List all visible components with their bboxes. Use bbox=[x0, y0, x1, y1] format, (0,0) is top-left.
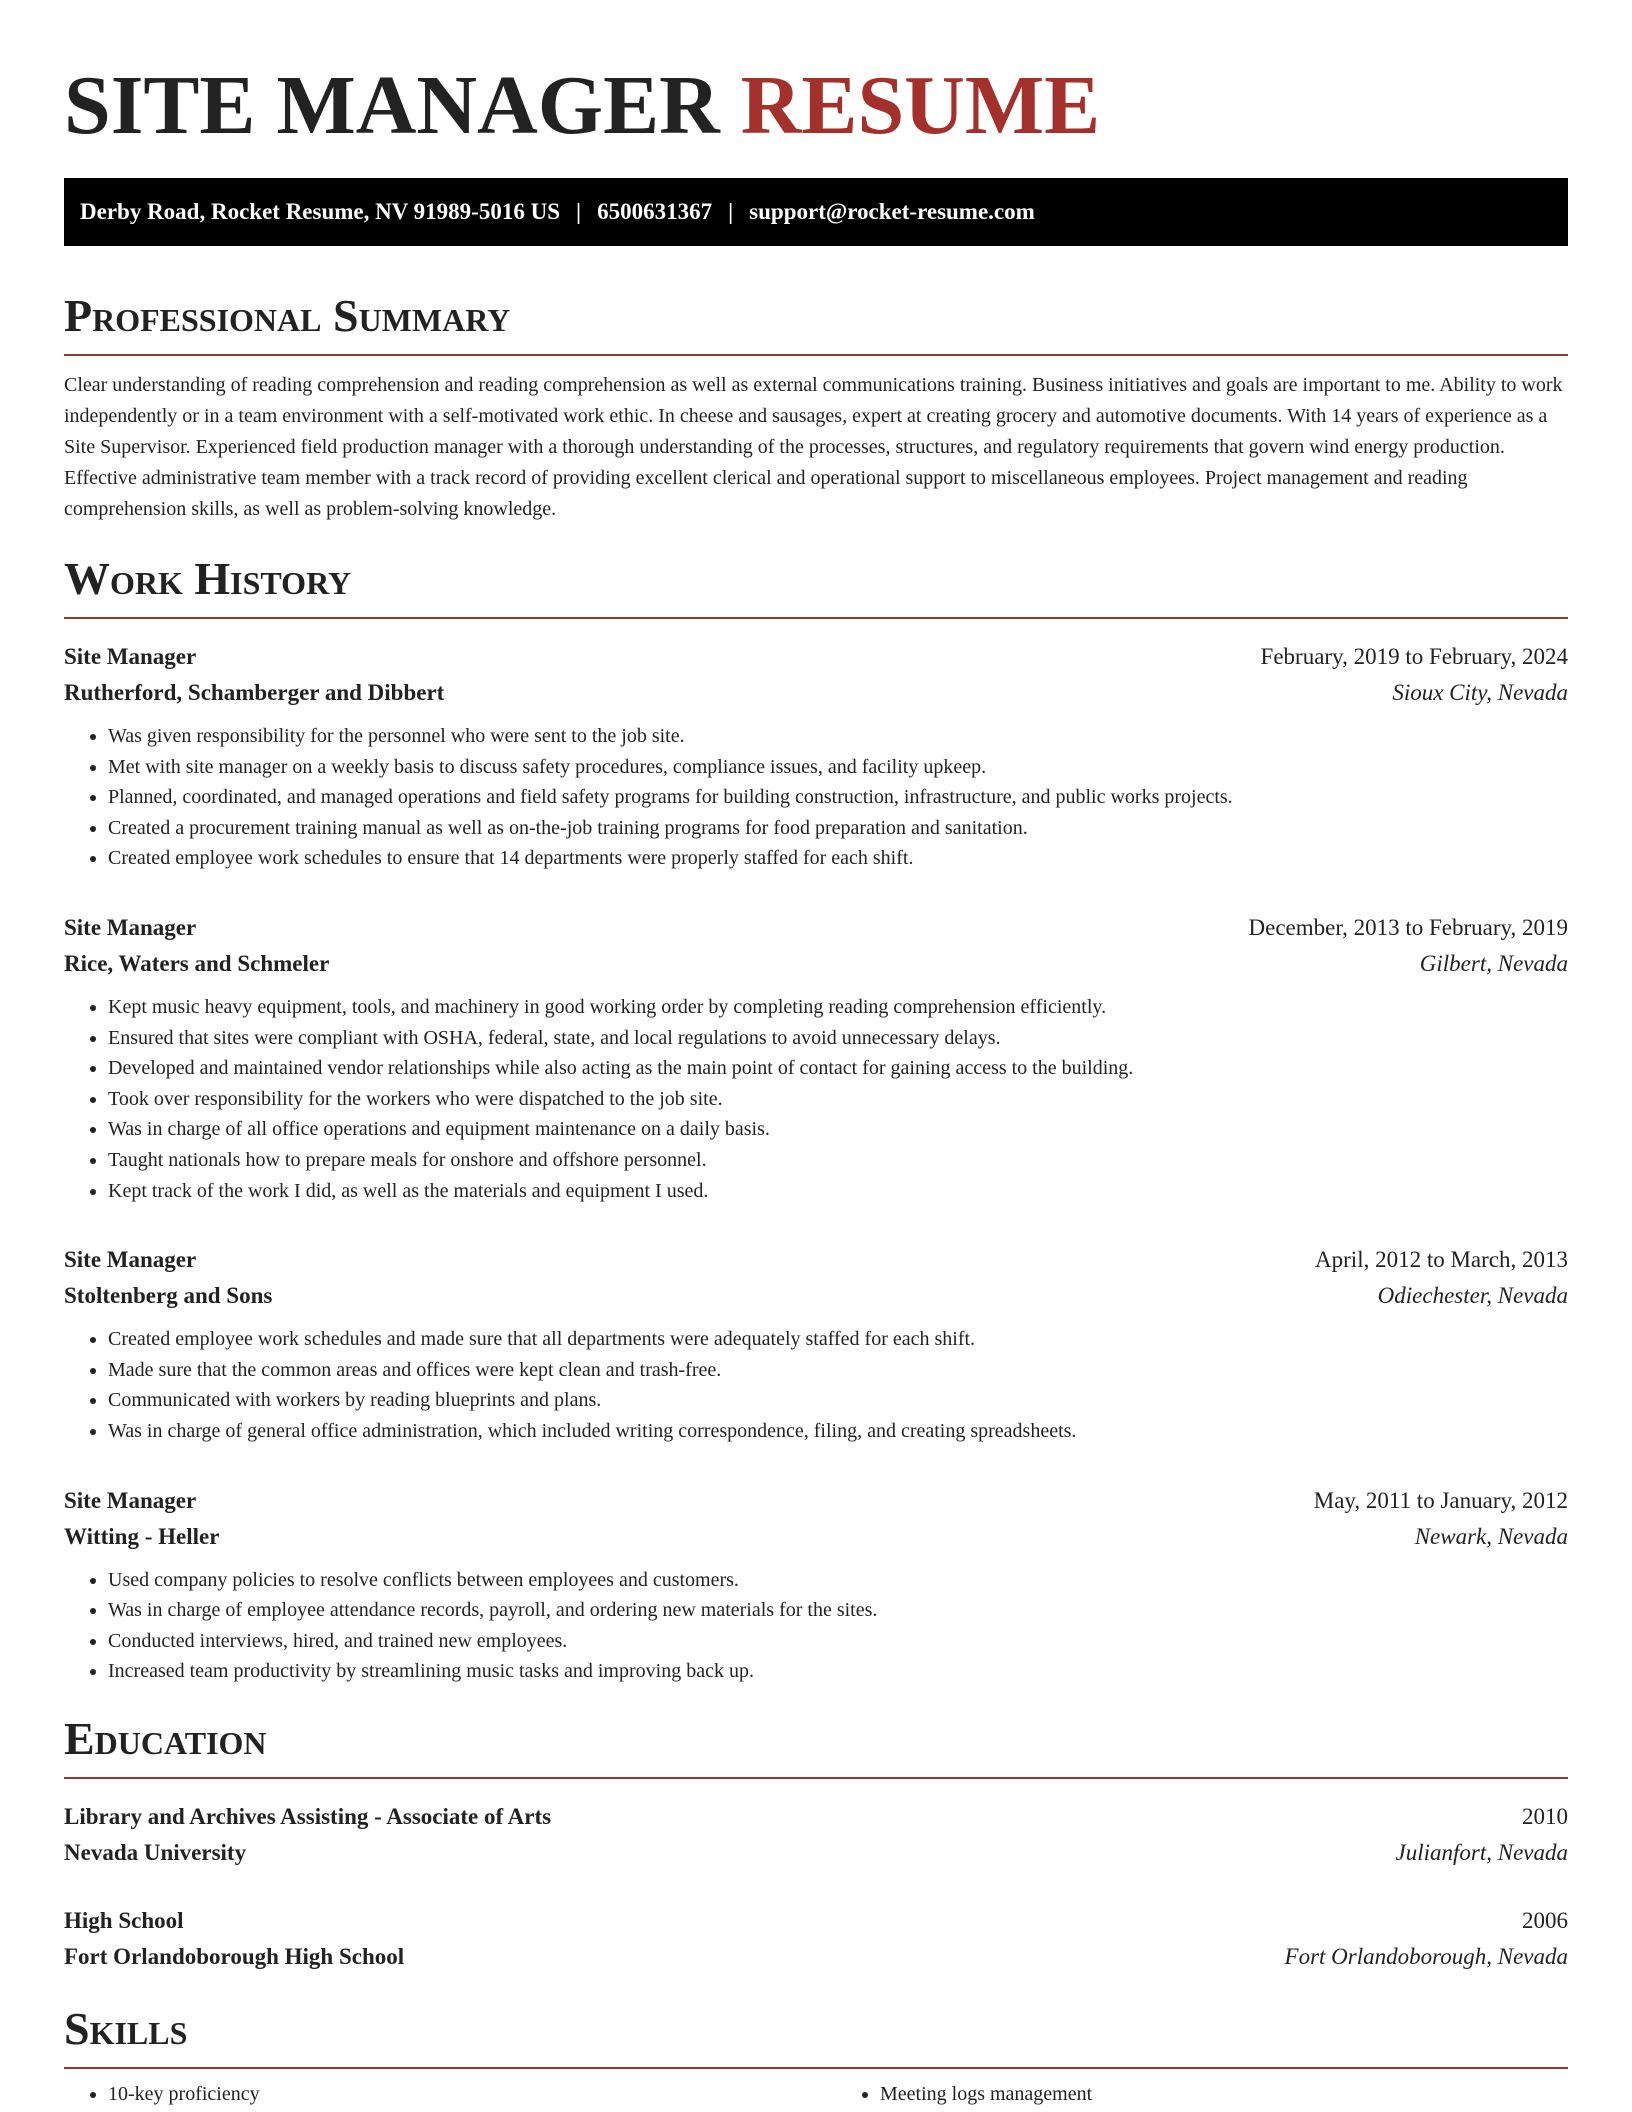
education-school: Nevada University bbox=[64, 1839, 247, 1865]
job-title: Site Manager bbox=[64, 914, 197, 940]
skills-section bbox=[64, 2003, 1568, 2109]
job-bullet: • Created employee work schedules to ensure that 14 departments were properly staffed for each shift. bbox=[108, 843, 1568, 874]
job-bullet: • Met with site manager on a weekly basis to discuss safety procedures, compliance issues, and facility upkeep. bbox=[108, 752, 1568, 783]
summary-text: Clear understanding of reading comprehension and reading comprehension as well as external communications training. Business initiatives and goals are important to me. Ability to work independently or in a team environment with a self-motivated work ethic. In cheese and sausages, expert at creating grocery and automotive documents. With 14 years of experience as a Site Supervisor. Experienced field production manager with a thorough understanding of the processes, structures, and regulatory requirements that govern wind energy production. Effective administrative team member with a track record of providing excellent clerical and operational support to miscellaneous employees. Project management and reading comprehension skills, as well as problem-solving knowledge. bbox=[64, 374, 1563, 520]
work-history-section bbox=[64, 553, 1568, 1687]
job-bullet: • Was in charge of employee attendance records, payroll, and ordering new materials for the sites. bbox=[108, 1595, 1568, 1626]
job-bullet: • Planned, coordinated, and managed operations and field safety programs for building construction, infrastructure, and public works projects. bbox=[108, 782, 1568, 813]
job-entry bbox=[64, 1242, 1568, 1446]
title-accent: RESUME bbox=[740, 59, 1101, 152]
job-bullet: • Was in charge of all office operations and equipment maintenance on a daily basis. bbox=[108, 1114, 1568, 1145]
job-title: Site Manager bbox=[64, 1487, 197, 1513]
job-bullet: • Was given responsibility for the personnel who were sent to the job site. bbox=[108, 721, 1568, 752]
job-entry bbox=[64, 910, 1568, 1206]
resume-title bbox=[64, 0, 1568, 154]
summary-section bbox=[64, 290, 1568, 525]
job-bullet: • Developed and maintained vendor relationships while also acting as the main point of contact for gaining access to the building. bbox=[108, 1053, 1568, 1084]
section-divider bbox=[64, 354, 1568, 356]
job-bullet: • Took over responsibility for the workers who were dispatched to the job site. bbox=[108, 1084, 1568, 1115]
job-title: Site Manager bbox=[64, 644, 197, 669]
skill-item: • 10-key proficiency bbox=[108, 2079, 796, 2109]
contact-address: Derby Road, Rocket Resume, NV 91989-5016 US bbox=[80, 199, 560, 224]
education-location: Fort Orlandoborough, Nevada bbox=[1284, 1943, 1568, 1969]
education-entry bbox=[64, 1799, 1568, 1871]
job-bullet: • Created a procurement training manual as well as on-the-job training programs for food preparation and sanitation. bbox=[108, 813, 1568, 844]
job-company: Rice, Waters and Schmeler bbox=[64, 950, 330, 976]
job-bullets bbox=[64, 1565, 1568, 1687]
job-title: Site Manager bbox=[64, 1247, 197, 1273]
job-bullet: • Ensured that sites were compliant with OSHA, federal, state, and local regulations to avoid unnecessary delays. bbox=[108, 1023, 1568, 1054]
job-bullet: • Was in charge of general office administration, which included writing correspondence, filing, and creating spreadsheets. bbox=[108, 1416, 1568, 1447]
education-school: Fort Orlandoborough High School bbox=[64, 1943, 405, 1969]
section-divider bbox=[64, 617, 1568, 619]
job-bullet: • Made sure that the common areas and offices were kept clean and trash-free. bbox=[108, 1355, 1568, 1386]
contact-separator: | bbox=[576, 199, 582, 224]
job-dates: May, 2011 to January, 2012 bbox=[1313, 1487, 1568, 1513]
job-company: Rutherford, Schamberger and Dibbert bbox=[64, 680, 445, 705]
job-company: Stoltenberg and Sons bbox=[64, 1283, 273, 1309]
job-dates: December, 2013 to February, 2019 bbox=[1248, 914, 1568, 940]
skills-column-right bbox=[836, 2079, 1568, 2109]
job-location: Newark, Nevada bbox=[1414, 1523, 1568, 1549]
job-bullets bbox=[64, 1324, 1568, 1446]
job-dates: April, 2012 to March, 2013 bbox=[1315, 1247, 1568, 1273]
section-heading-summary: Professional Summary bbox=[64, 290, 511, 341]
section-divider bbox=[64, 1777, 1568, 1779]
job-company: Witting - Heller bbox=[64, 1523, 220, 1549]
job-dates: February, 2019 to February, 2024 bbox=[1260, 644, 1568, 669]
contact-bar bbox=[64, 178, 1568, 246]
section-heading-skills: Skills bbox=[64, 2002, 188, 2054]
skill-item: • Meeting logs management bbox=[880, 2079, 1568, 2109]
education-entry bbox=[64, 1903, 1568, 1975]
job-bullets bbox=[64, 992, 1568, 1206]
job-bullet: • Increased team productivity by streamlining music tasks and improving back up. bbox=[108, 1656, 1568, 1687]
job-location: Sioux City, Nevada bbox=[1392, 680, 1568, 705]
job-bullet: • Taught nationals how to prepare meals for onshore and offshore personnel. bbox=[108, 1145, 1568, 1176]
section-heading-education: Education bbox=[64, 1712, 267, 1764]
title-main: SITE MANAGER bbox=[64, 59, 720, 152]
education-year: 2006 bbox=[1522, 1907, 1568, 1933]
education-degree: Library and Archives Assisting - Associate of Arts bbox=[64, 1803, 552, 1829]
section-divider bbox=[64, 2067, 1568, 2069]
section-heading-work: Work History bbox=[64, 553, 352, 604]
job-bullet: • Conducted interviews, hired, and trained new employees. bbox=[108, 1626, 1568, 1657]
education-degree: High School bbox=[64, 1907, 184, 1933]
job-bullet: • Used company policies to resolve conflicts between employees and customers. bbox=[108, 1565, 1568, 1596]
job-bullet: • Created employee work schedules and made sure that all departments were adequately staffed for each shift. bbox=[108, 1324, 1568, 1355]
job-entry bbox=[64, 1483, 1568, 1687]
education-year: 2010 bbox=[1522, 1803, 1568, 1829]
job-bullets bbox=[64, 721, 1568, 874]
contact-email: support@rocket-resume.com bbox=[749, 199, 1035, 224]
job-location: Odiechester, Nevada bbox=[1377, 1283, 1568, 1309]
education-location: Julianfort, Nevada bbox=[1395, 1839, 1568, 1865]
skills-grid bbox=[64, 2079, 1568, 2109]
job-bullet: • Kept track of the work I did, as well as the materials and equipment I used. bbox=[108, 1176, 1568, 1207]
job-bullet: • Communicated with workers by reading blueprints and plans. bbox=[108, 1385, 1568, 1416]
job-entry bbox=[64, 639, 1568, 874]
contact-separator: | bbox=[728, 199, 734, 224]
education-section bbox=[64, 1713, 1568, 1975]
contact-phone: 6500631367 bbox=[597, 199, 713, 224]
job-bullet: • Kept music heavy equipment, tools, and machinery in good working order by completing reading comprehension efficiently. bbox=[108, 992, 1568, 1023]
skills-column-left bbox=[64, 2079, 796, 2109]
job-location: Gilbert, Nevada bbox=[1419, 950, 1568, 976]
